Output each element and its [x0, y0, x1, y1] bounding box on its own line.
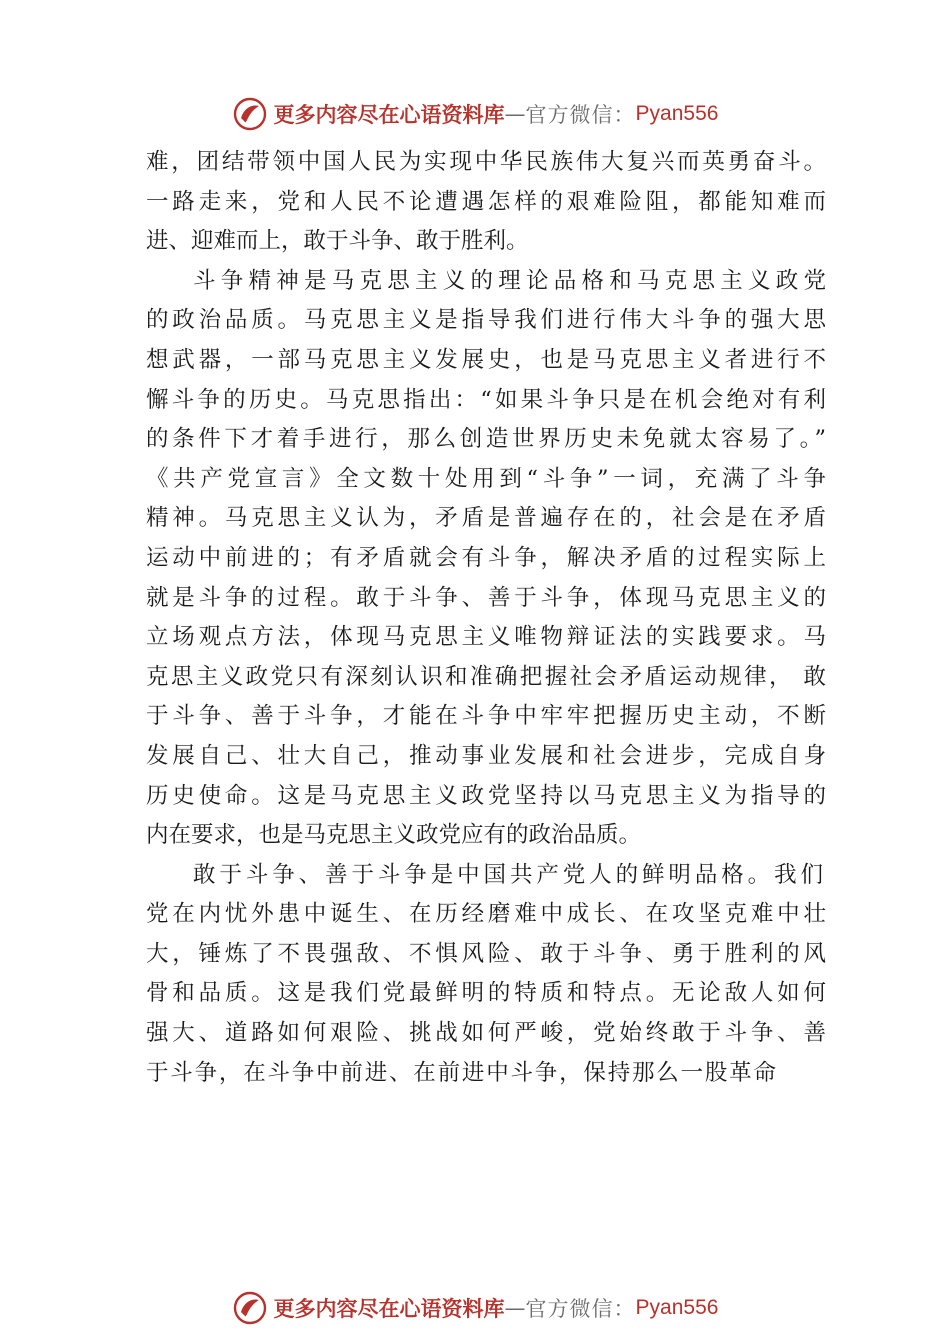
- text-line: 精神。马克思主义认为，矛盾是普遍存在的，社会是在矛盾: [146, 505, 826, 532]
- text-line: 历史使命。这是马克思主义政党坚持以马克思主义为指导的: [146, 782, 826, 809]
- paragraph-start-line: 斗争精神是马克思主义的理论品格和马克思主义政党: [193, 267, 826, 294]
- text-line: 于斗争、善于斗争，才能在斗争中牢牢把握历史主动，不断: [146, 703, 826, 730]
- text-line: 内在要求，也是马克思主义政党应有的政治品质。: [146, 822, 642, 849]
- text-line: 骨和品质。这是我们党最鲜明的特质和特点。无论敌人如何: [146, 980, 826, 1007]
- text-line: 一路走来，党和人民不论遭遇怎样的艰难险阻，都能知难而: [146, 188, 826, 215]
- text-line: 懈斗争的历史。马克思指出：“如果斗争只是在机会绝对有利: [146, 386, 826, 413]
- brand-logo-icon: [232, 1290, 268, 1326]
- text-line: 想武器，一部马克思主义发展史，也是马克思主义者进行不: [146, 346, 826, 373]
- text-line: 立场观点方法，体现马克思主义唯物辩证法的实践要求。马: [146, 624, 826, 651]
- text-line: 于斗争，在斗争中前进、在前进中斗争，保持那么一股革命: [146, 1059, 776, 1086]
- document-body: [146, 143, 826, 1093]
- text-line: 大，锤炼了不畏强敌、不惧风险、敢于斗争、勇于胜利的风: [146, 940, 826, 967]
- text-line: 《共产党宣言》全文数十处用到“斗争”一词，充满了斗争: [146, 465, 826, 492]
- banner-official-text: 官方微信：: [525, 103, 636, 127]
- banner-official-text: 官方微信：: [525, 1297, 636, 1321]
- text-line: 就是斗争的过程。敢于斗争、善于斗争，体现马克思主义的: [146, 584, 826, 611]
- text-line: 克思主义政党只有深刻认识和准确把握社会矛盾运动规律， 敢: [146, 663, 826, 690]
- text-line: 的条件下才着手进行，那么创造世界历史未免就太容易了。”: [146, 426, 826, 453]
- text-line: 强大、道路如何艰险、挑战如何严峻，党始终敢于斗争、善: [146, 1020, 826, 1047]
- text-line: 党在内忧外患中诞生、在历经磨难中成长、在攻坚克难中壮: [146, 901, 826, 928]
- banner-dash: —: [504, 102, 526, 126]
- brand-logo-icon: [232, 96, 268, 132]
- text-line: 进、迎难而上，敢于斗争、敢于胜利。: [146, 228, 529, 255]
- text-line: 的政治品质。马克思主义是指导我们进行伟大斗争的强大思: [146, 307, 826, 334]
- paragraph-start-line: 敢于斗争、善于斗争是中国共产党人的鲜明品格。我们: [193, 861, 823, 888]
- header-banner: [0, 92, 950, 136]
- banner-dash: —: [504, 1296, 526, 1320]
- banner-site-text: 更多内容尽在心语资料库: [273, 1296, 505, 1321]
- banner-wechat-id: Pyan556: [635, 102, 719, 125]
- text-line: 运动中前进的；有矛盾就会有斗争，解决矛盾的过程实际上: [146, 544, 826, 571]
- text-line: 难，团结带领中国人民为实现中华民族伟大复兴而英勇奋斗。: [146, 149, 826, 175]
- banner-site-text: 更多内容尽在心语资料库: [273, 102, 505, 127]
- footer-banner: [0, 1286, 950, 1330]
- text-line: 发展自己、壮大自己，推动事业发展和社会进步，完成自身: [146, 742, 826, 769]
- banner-wechat-id: Pyan556: [635, 1296, 719, 1319]
